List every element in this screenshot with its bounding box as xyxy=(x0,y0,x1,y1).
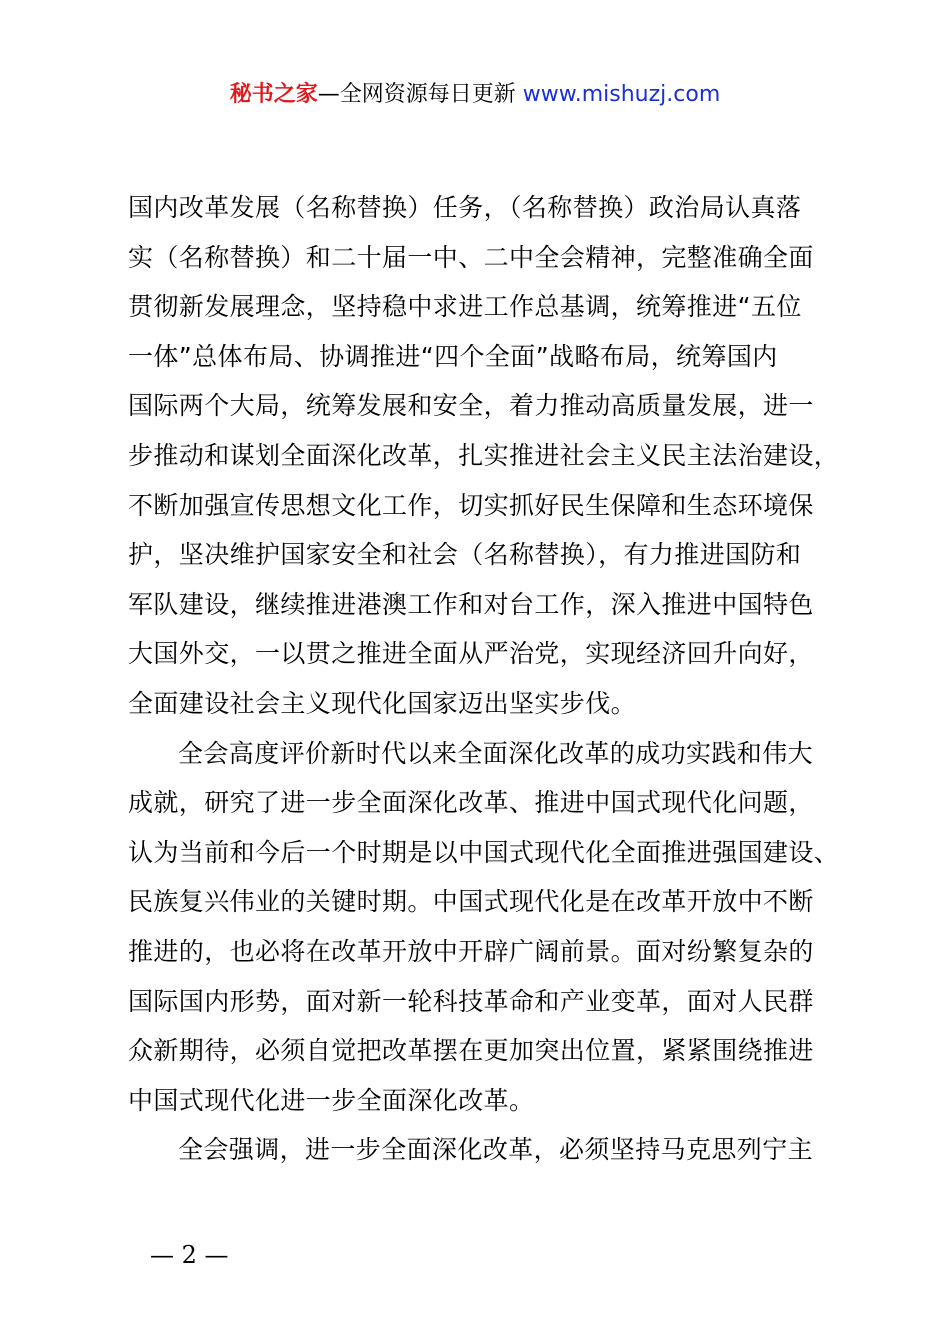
text-line: 实（名称替换）和二十届一中、二中全会精神，完整准确全面 xyxy=(128,242,814,272)
text-line: 民族复兴伟业的关键时期。中国式现代化是在改革开放中不断 xyxy=(128,887,814,917)
site-brand: 秘书之家 xyxy=(229,82,318,107)
text-line: 成就，研究了进一步全面深化改革、推进中国式现代化问题， xyxy=(128,788,814,818)
text-line: 大国外交，一以贯之推进全面从严治党，实现经济回升向好， xyxy=(128,639,814,669)
text-line: 不断加强宣传思想文化工作，切实抓好民生保障和生态环境保 xyxy=(128,490,814,520)
document-body xyxy=(128,183,840,1175)
text-line: 国内改革发展（名称替换）任务，（名称替换）政治局认真落 xyxy=(128,193,802,222)
text-line: 众新期待，必须自觉把改革摆在更加突出位置，紧紧围绕推进 xyxy=(128,1036,814,1066)
site-url[interactable]: www.mishuzj.com xyxy=(522,82,721,107)
text-line: 步推动和谋划全面深化改革，扎实推进社会主义民主法治建设， xyxy=(128,440,840,470)
site-header xyxy=(0,78,950,112)
text-line: 护，坚决维护国家安全和社会（名称替换），有力推进国防和 xyxy=(128,540,802,570)
page-number: — 2 — xyxy=(150,1241,229,1269)
paragraph-start-line: 全会强调，进一步全面深化改革，必须坚持马克思列宁主 xyxy=(178,1135,814,1165)
text-line: 全面建设社会主义现代化国家迈出坚实步伐。 xyxy=(128,688,637,718)
text-line: 一体”总体布局、协调推进“四个全面”战略布局，统筹国内 xyxy=(128,341,778,371)
text-line: 贯彻新发展理念，坚持稳中求进工作总基调，统筹推进“五位 xyxy=(128,292,802,322)
site-tagline: —全网资源每日更新 xyxy=(317,82,523,107)
paragraph-start-line: 全会高度评价新时代以来全面深化改革的成功实践和伟大 xyxy=(178,738,814,768)
text-line: 国际国内形势，面对新一轮科技革命和产业变革，面对人民群 xyxy=(128,986,814,1016)
text-line: 推进的，也必将在改革开放中开辟广阔前景。面对纷繁复杂的 xyxy=(128,936,814,966)
text-line: 国际两个大局，统筹发展和安全，着力推动高质量发展，进一 xyxy=(128,391,814,421)
text-line: 认为当前和今后一个时期是以中国式现代化全面推进强国建设、 xyxy=(128,837,840,867)
text-line: 军队建设，继续推进港澳工作和对台工作，深入推进中国特色 xyxy=(128,589,814,619)
text-line: 中国式现代化进一步全面深化改革。 xyxy=(128,1085,535,1115)
